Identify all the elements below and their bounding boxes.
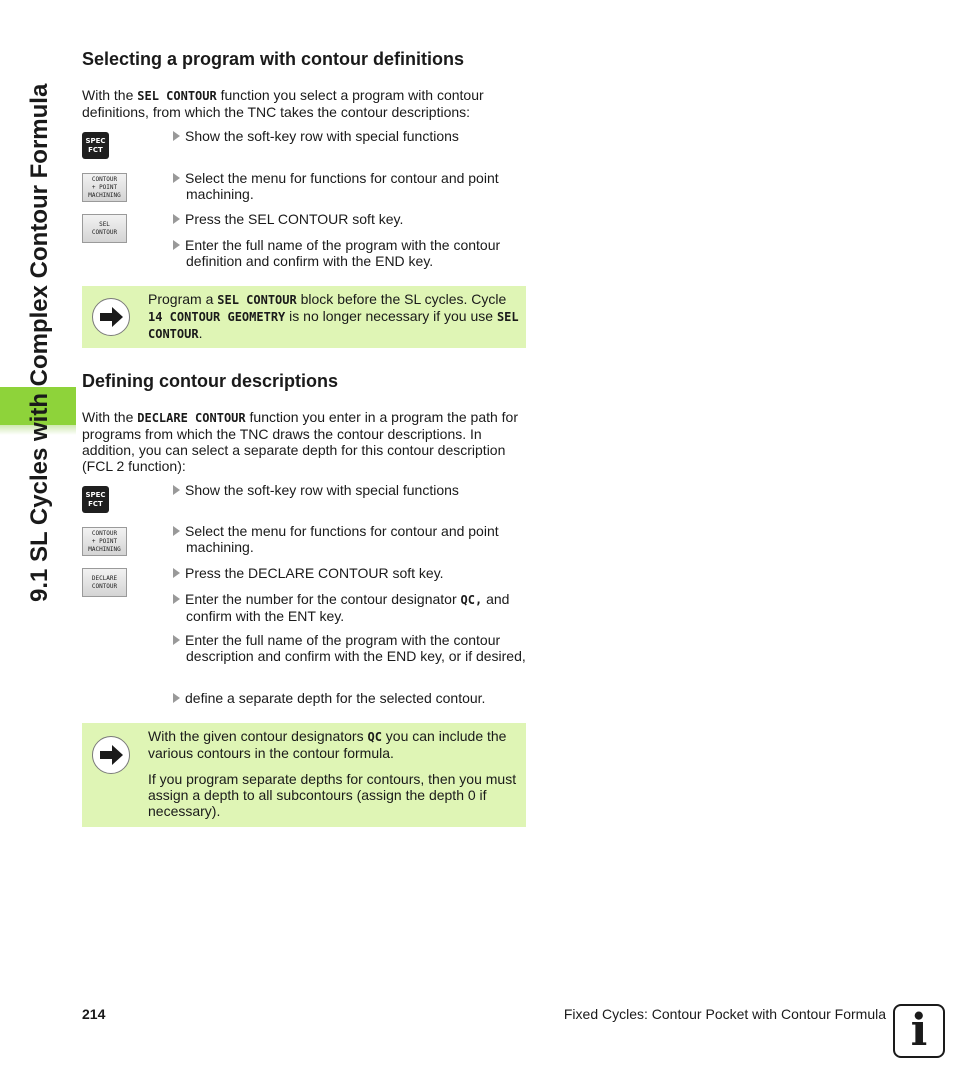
step-press-sel-contour: Press the SEL CONTOUR soft key. — [172, 211, 541, 227]
step-show-softkey-row: Show the soft-key row with special functions — [172, 482, 541, 498]
arrow-right-icon — [92, 736, 130, 774]
bullet-triangle-icon — [173, 173, 180, 183]
section1-intro: With the SEL CONTOUR function you select a program with contour definitions, from which the TNC takes the contour descriptions: — [82, 87, 484, 120]
sel-contour-softkey[interactable]: SEL CONTOUR — [82, 214, 127, 243]
step-show-softkey-row: Show the soft-key row with special functions — [172, 128, 541, 144]
bullet-triangle-icon — [173, 594, 180, 604]
declare-contour-softkey[interactable]: DECLARE CONTOUR — [82, 568, 127, 597]
step-press-declare-contour: Press the DECLARE CONTOUR soft key. — [172, 565, 541, 581]
note-box-contour-designators — [82, 723, 526, 827]
bullet-triangle-icon — [173, 568, 180, 578]
bullet-triangle-icon — [173, 635, 180, 645]
bullet-triangle-icon — [173, 131, 180, 141]
step-enter-contour-designator: Enter the number for the contour designator QC, and confirm with the ENT key. — [172, 591, 541, 624]
note-text: Program a SEL CONTOUR block before the SL cycles. Cycle 14 CONTOUR GEOMETRY is no longer necessary if you use SEL CONTOUR. — [148, 291, 519, 341]
step-define-depth: define a separate depth for the selected contour. — [172, 690, 541, 706]
arrow-right-icon — [92, 298, 130, 336]
note-box-sel-contour — [82, 286, 526, 348]
section-heading-define-contour: Defining contour descriptions — [82, 371, 339, 391]
chapter-footer-title: Fixed Cycles: Contour Pocket with Contour Formula — [563, 1006, 886, 1022]
section2-intro: With the DECLARE CONTOUR function you enter in a program the path for programs from which the TNC draws the contour descriptions. In addition, you can select a separate depth for this contour description (FCL 2 function): — [82, 409, 519, 474]
bullet-triangle-icon — [173, 240, 180, 250]
page-number: 214 — [82, 1006, 106, 1022]
spec-fct-key[interactable]: SPEC FCT — [82, 132, 109, 159]
step-select-contour-menu: Select the menu for functions for contour and point machining. — [172, 170, 541, 202]
spec-fct-key[interactable]: SPEC FCT — [82, 486, 109, 513]
bullet-triangle-icon — [173, 485, 180, 495]
contour-point-machining-softkey[interactable]: CONTOUR + POINT MACHINING — [82, 527, 127, 556]
bullet-triangle-icon — [173, 526, 180, 536]
note-text: With the given contour designators QC you can include the various contours in the contour formula. If you program separate depths for contours, then you must assign a depth to all subcontours (assign the depth 0 if necessary). — [148, 728, 517, 819]
step-enter-program-name: Enter the full name of the program with the contour definition and confirm with the END key. — [172, 237, 541, 269]
contour-point-machining-softkey[interactable]: CONTOUR + POINT MACHINING — [82, 173, 127, 202]
bullet-triangle-icon — [173, 214, 180, 224]
info-icon: i — [893, 1004, 945, 1058]
step-select-contour-menu: Select the menu for functions for contour and point machining. — [172, 523, 541, 555]
bullet-triangle-icon — [173, 693, 180, 703]
step-enter-program-name: Enter the full name of the program with the contour description and confirm with the END key, or if desired, — [172, 632, 541, 664]
chapter-side-title: 9.1 SL Cycles with Complex Contour Formula — [26, 83, 53, 602]
section-heading-select-program: Selecting a program with contour definitions — [82, 49, 465, 69]
